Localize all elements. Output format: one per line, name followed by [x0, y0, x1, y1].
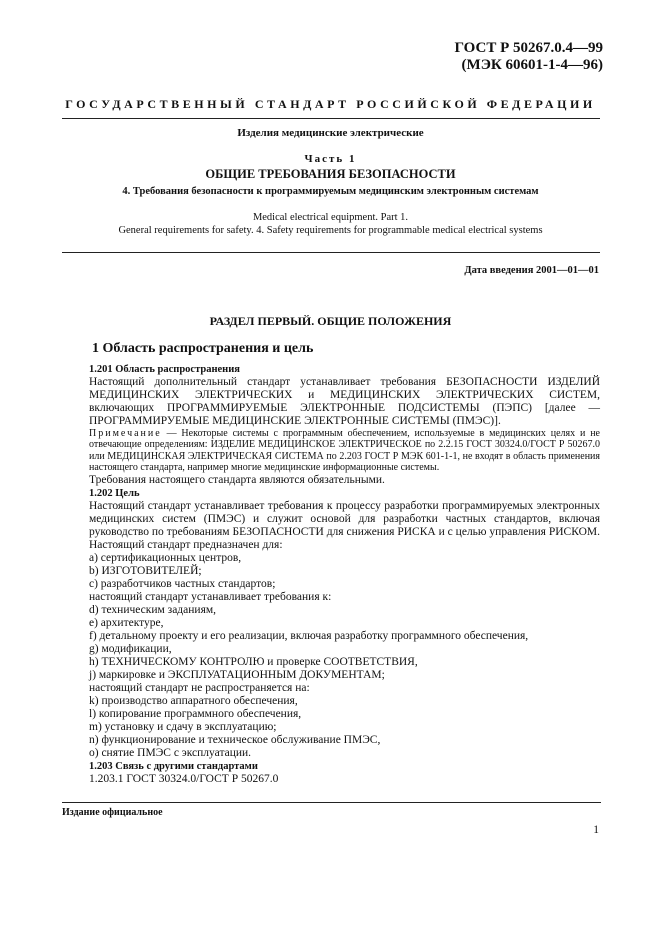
list-item: n) функционирование и техническое обслуживание ПМЭС,	[89, 733, 381, 746]
bottom-divider	[62, 802, 601, 803]
official-edition-label: Издание официальное	[62, 807, 163, 818]
list-item: d) техническим заданиям,	[89, 603, 217, 616]
list-item: o) снятие ПМЭС с эксплуатации.	[89, 746, 252, 759]
page-number: 1	[593, 824, 599, 836]
note-text: — Некоторые системы с программным обеспечением, используемые в медицинских целях и не отвечающие определениям: ИЗДЕЛИЕ МЕДИЦИНСКОЕ ЭЛЕКТРИЧЕСКОЕ по 2.2.15 ГОСТ 30324.0/ГОСТ Р 50267.0 или МЕДИЦИНСКАЯ ЭЛЕКТРИЧЕСКАЯ СИСТЕМА по 2.203 ГОСТ Р МЭК 601-1-1, не входят в область применения настоящего стандарта, например многие медицинские информационные системы.	[89, 428, 600, 474]
list-item: b) ИЗГОТОВИТЕЛЕЙ;	[89, 564, 202, 577]
list-intro-requirements: настоящий стандарт устанавливает требования к:	[89, 590, 332, 603]
date-of-introduction: Дата введения 2001—01—01	[464, 265, 599, 276]
english-title-line2: General requirements for safety. 4. Safety requirements for programmable medical electrical systems	[118, 225, 543, 236]
sub-title: 4. Требования безопасности к программируемым медицинским электронным системам	[122, 186, 539, 197]
list-item: h) ТЕХНИЧЕСКОМУ КОНТРОЛЮ и проверке СООТВЕТСТВИЯ,	[89, 655, 418, 668]
clause-1202-paragraph: Настоящий стандарт устанавливает требования к процессу разработки программируемых электронных медицинских систем (ПМЭС) и служит основой для разработки частных стандартов, включая руководство по требованиям БЕЗОПАСНОСТИ для снижения РИСКА и с целью управления РИСКОМ. Настоящий стандарт предназначен для:	[89, 499, 600, 551]
part-title: Часть 1	[304, 153, 357, 165]
list-exclusions	[89, 695, 600, 760]
main-title: ОБЩИЕ ТРЕБОВАНИЯ БЕЗОПАСНОСТИ	[205, 167, 456, 181]
note-label: Примечание	[89, 428, 162, 439]
list-item: f) детальному проекту и его реализации, включая разработку программного обеспечения,	[89, 629, 529, 642]
clause-1202-heading: 1.202 Цель	[89, 487, 140, 499]
list-audience	[89, 552, 600, 591]
list-item: c) разработчиков частных стандартов;	[89, 577, 276, 590]
list-item: g) модификации,	[89, 642, 172, 655]
list-item: e) архитектуре,	[89, 616, 164, 629]
clause-heading: 1 Область распространения и цель	[92, 341, 314, 356]
list-item: a) сертификационных центров,	[89, 551, 242, 564]
clause-1203-item: 1.203.1 ГОСТ 30324.0/ГОСТ Р 50267.0	[89, 772, 279, 785]
clause-1201-paragraph: Настоящий дополнительный стандарт устанавливает требования БЕЗОПАСНОСТИ ИЗДЕЛИЙ МЕДИЦИНСКИХ ЭЛЕКТРИЧЕСКИХ и МЕДИЦИНСКИХ ЭЛЕКТРИЧЕСКИХ СИСТЕМ, включающих ПРОГРАММИРУЕМЫЕ ЭЛЕКТРОННЫЕ ПОДСИСТЕМЫ (ПЭПС) [далее — ПРОГРАММИРУЕМЫЕ МЕДИЦИНСКИЕ ЭЛЕКТРОННЫЕ СИСТЕМЫ (ПМЭС)].	[89, 376, 600, 427]
list-intro-exclusions: настоящий стандарт не распространяется на:	[89, 681, 310, 694]
mandatory-statement: Требования настоящего стандарта являются обязательными.	[89, 473, 385, 486]
body-text	[89, 363, 600, 786]
clause-1203-heading: 1.203 Связь с другими стандартами	[89, 760, 258, 772]
iec-code: (МЭК 60601-1-4—96)	[461, 57, 603, 73]
section-title: РАЗДЕЛ ПЕРВЫЙ. ОБЩИЕ ПОЛОЖЕНИЯ	[209, 314, 452, 328]
state-standard-title: ГОСУДАРСТВЕННЫЙ СТАНДАРТ РОССИЙСКОЙ ФЕДЕРАЦИИ	[65, 97, 596, 111]
standard-code-block	[454, 40, 603, 74]
subject-title: Изделия медицинские электрические	[237, 127, 424, 139]
clause-1201-heading: 1.201 Область распространения	[89, 364, 240, 375]
list-requirements	[89, 604, 600, 682]
list-item: k) производство аппаратного обеспечения,	[89, 694, 298, 707]
list-item: j) маркировке и ЭКСПЛУАТАЦИОННЫМ ДОКУМЕНТАМ;	[89, 668, 385, 681]
top-divider	[62, 118, 600, 119]
standard-code: ГОСТ Р 50267.0.4—99	[454, 40, 603, 56]
list-item: l) копирование программного обеспечения,	[89, 707, 302, 720]
list-item: m) установку и сдачу в эксплуатацию;	[89, 720, 277, 733]
note	[89, 428, 600, 474]
middle-divider	[62, 252, 600, 253]
english-title-line1: Medical electrical equipment. Part 1.	[252, 212, 409, 223]
